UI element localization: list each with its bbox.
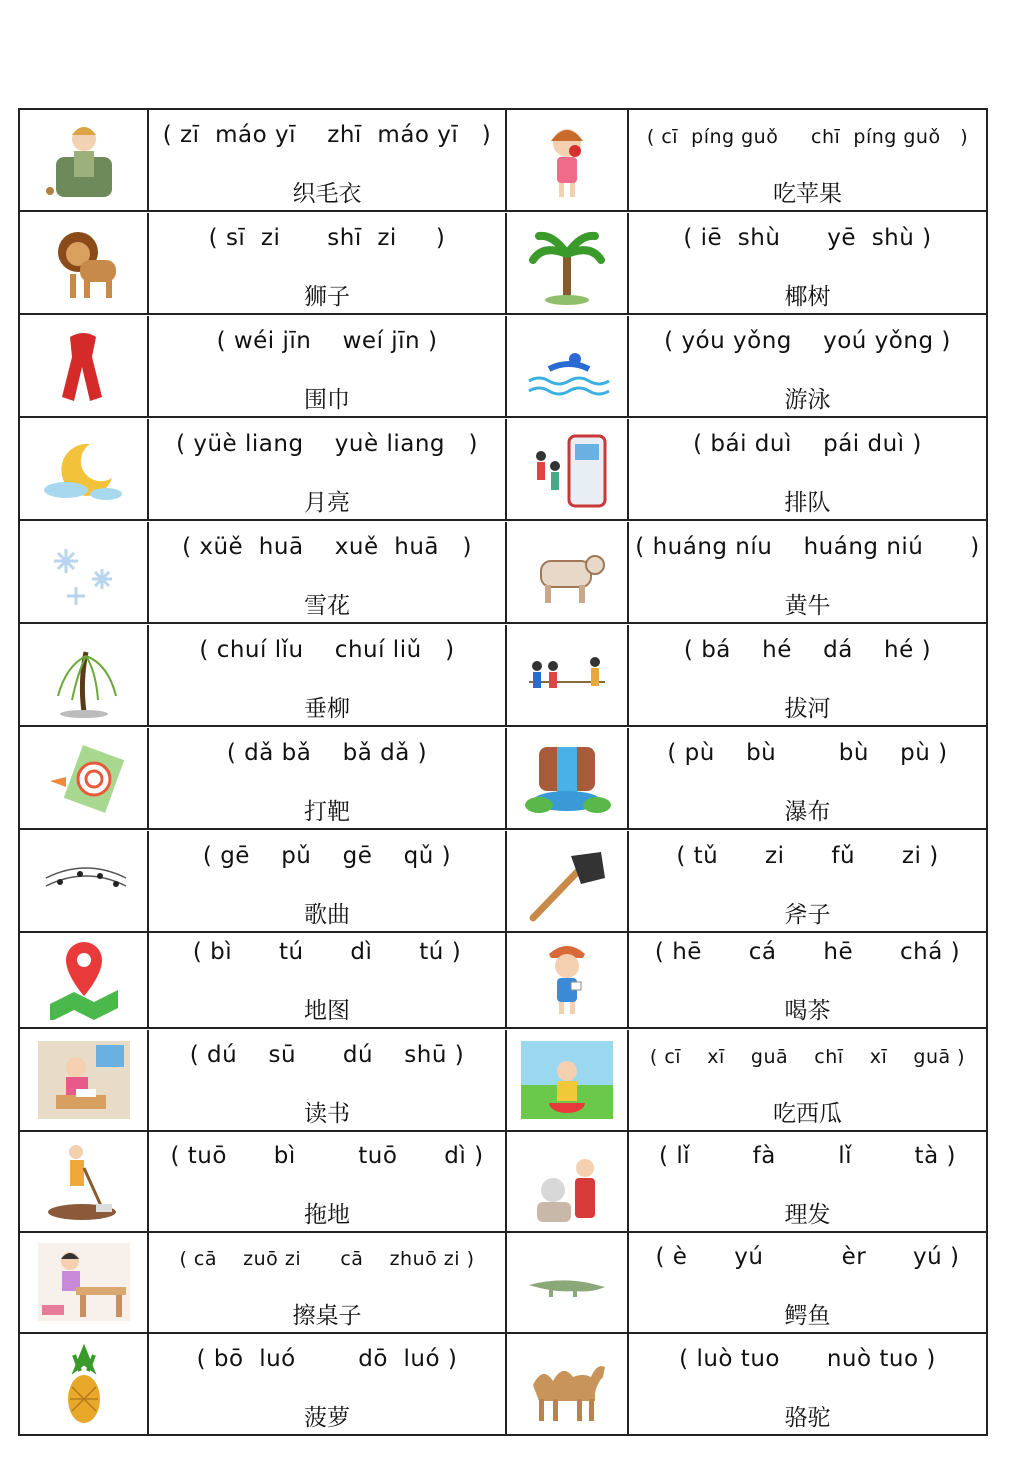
table-row	[20, 1232, 986, 1334]
word-cell	[149, 927, 507, 1027]
picture-cell	[20, 419, 149, 519]
word-cell	[149, 1131, 507, 1231]
queue-train-icon	[519, 426, 615, 512]
picture-cell	[507, 316, 629, 416]
chinese-word: 织毛衣	[292, 181, 362, 207]
word-cell	[629, 728, 986, 828]
pinyin-options[interactable]: ( bì tú dì tú )	[192, 939, 462, 965]
table-row	[20, 419, 986, 521]
table-row	[20, 316, 986, 418]
pinyin-options[interactable]: ( lǐ fà lǐ tà )	[659, 1143, 956, 1169]
pinyin-options[interactable]: ( gē pǔ gē qǔ )	[202, 843, 452, 869]
pinyin-options[interactable]: ( tǔ zi fǔ zi )	[676, 843, 939, 869]
word-cell	[629, 831, 986, 931]
chinese-word: 拔河	[784, 696, 831, 722]
pinyin-options[interactable]: ( sī zi shī zi )	[208, 225, 446, 251]
pinyin-options[interactable]: ( chuí lǐu chuí liǔ )	[199, 637, 455, 663]
table-row	[20, 213, 986, 315]
picture-cell	[20, 110, 149, 210]
pinyin-options[interactable]: ( dú sū dú shū )	[189, 1042, 465, 1068]
picture-cell	[20, 1232, 149, 1332]
picture-cell	[507, 419, 629, 519]
picture-cell	[20, 522, 149, 622]
ox-icon	[519, 529, 615, 615]
swimmer-icon	[519, 323, 615, 409]
pinyin-options[interactable]: ( pù bù bù pù )	[667, 740, 948, 766]
boy-eating-watermelon-icon	[519, 1037, 615, 1123]
coconut-tree-icon	[519, 220, 615, 306]
picture-cell	[20, 831, 149, 931]
picture-cell	[20, 625, 149, 725]
pineapple-icon	[36, 1341, 132, 1427]
music-notes-icon	[36, 838, 132, 924]
picture-cell	[507, 927, 629, 1027]
map-pin-icon	[36, 934, 132, 1020]
chinese-word: 斧子	[784, 902, 831, 928]
chinese-word: 月亮	[304, 490, 350, 516]
girl-wiping-table-icon	[36, 1239, 132, 1325]
word-cell	[149, 831, 507, 931]
scarf-icon	[36, 323, 132, 409]
word-cell	[629, 1232, 986, 1332]
pinyin-options[interactable]: ( zī máo yī zhī máo yī )	[162, 122, 492, 148]
word-cell	[149, 625, 507, 725]
word-cell	[149, 419, 507, 519]
word-cell	[629, 927, 986, 1027]
picture-cell	[507, 625, 629, 725]
chinese-word: 瀑布	[784, 799, 831, 825]
word-cell	[149, 110, 507, 210]
chinese-word: 菠萝	[304, 1405, 350, 1431]
word-cell	[149, 1334, 507, 1434]
dartboard-icon	[36, 735, 132, 821]
pinyin-options[interactable]: ( yóu yǒng yoú yǒng )	[664, 328, 951, 354]
picture-cell	[20, 728, 149, 828]
picture-cell	[20, 316, 149, 416]
pinyin-options[interactable]: ( è yú èr yú )	[655, 1244, 960, 1270]
word-cell	[149, 316, 507, 416]
picture-cell	[20, 1131, 149, 1231]
chinese-word: 地图	[304, 998, 350, 1024]
word-cell	[629, 1131, 986, 1231]
chinese-word: 围巾	[304, 387, 350, 413]
pinyin-options[interactable]: ( xüě huā xuě huā )	[182, 534, 472, 560]
girl-reading-icon	[36, 1037, 132, 1123]
chinese-word: 游泳	[784, 387, 831, 413]
picture-cell	[507, 1334, 629, 1434]
word-cell	[629, 419, 986, 519]
moon-icon	[36, 426, 132, 512]
chinese-word: 拖地	[304, 1202, 350, 1228]
pinyin-options[interactable]: ( hē cá hē chá )	[654, 939, 961, 965]
picture-cell	[20, 1334, 149, 1434]
word-cell	[629, 1030, 986, 1130]
pinyin-options[interactable]: ( tuō bì tuō dì )	[170, 1143, 484, 1169]
chinese-word: 读书	[304, 1101, 350, 1127]
pinyin-options[interactable]: ( cī xī guā chī xī guā )	[649, 1046, 966, 1068]
picture-cell	[20, 1030, 149, 1130]
chinese-word: 骆驼	[784, 1405, 831, 1431]
axe-icon	[519, 838, 615, 924]
lion-icon	[36, 220, 132, 306]
waterfall-icon	[519, 735, 615, 821]
table-row	[20, 522, 986, 624]
chinese-word: 打靶	[304, 799, 350, 825]
table-row	[20, 927, 986, 1029]
word-cell	[629, 1334, 986, 1434]
chinese-word: 擦桌子	[292, 1303, 362, 1329]
word-cell	[629, 522, 986, 622]
snowflake-icon	[36, 529, 132, 615]
chinese-word: 理发	[784, 1202, 831, 1228]
girl-eating-apple-icon	[519, 117, 615, 203]
pinyin-options[interactable]: ( bái duì pái duì )	[693, 431, 922, 457]
chinese-word: 垂柳	[304, 696, 350, 722]
chinese-word: 喝茶	[784, 998, 831, 1024]
pinyin-options[interactable]: ( bō luó dō luó )	[196, 1346, 458, 1372]
picture-cell	[507, 522, 629, 622]
pinyin-options[interactable]: ( iē shù yē shù )	[683, 225, 932, 251]
chinese-word: 排队	[784, 490, 831, 516]
picture-cell	[507, 213, 629, 313]
table-row	[20, 110, 986, 212]
pinyin-options[interactable]: ( cā zuō zi cā zhuō zi )	[179, 1248, 475, 1270]
willow-tree-icon	[36, 632, 132, 718]
word-cell	[149, 728, 507, 828]
table-row	[20, 1131, 986, 1233]
table-row	[20, 625, 986, 727]
word-cell	[629, 213, 986, 313]
pinyin-options[interactable]: ( yüè liang yuè liang )	[176, 431, 478, 457]
word-cell	[629, 110, 986, 210]
picture-cell	[20, 927, 149, 1027]
pinyin-options[interactable]: ( dǎ bǎ bǎ dǎ )	[226, 740, 428, 766]
chinese-word: 椰树	[784, 284, 831, 310]
haircut-icon	[519, 1138, 615, 1224]
pinyin-options[interactable]: ( bá hé dá hé )	[683, 637, 932, 663]
picture-cell	[507, 1232, 629, 1332]
pinyin-options[interactable]: ( huáng níu huáng niú )	[635, 534, 980, 560]
table-row	[20, 1334, 986, 1434]
chinese-word: 鳄鱼	[784, 1303, 831, 1329]
table-row	[20, 728, 986, 830]
chinese-word: 吃苹果	[773, 181, 842, 207]
picture-cell	[507, 831, 629, 931]
picture-cell	[507, 1030, 629, 1130]
chinese-word: 吃西瓜	[773, 1101, 842, 1127]
word-cell	[149, 1232, 507, 1332]
mopping-floor-icon	[36, 1138, 132, 1224]
word-cell	[629, 625, 986, 725]
pinyin-options[interactable]: ( wéi jīn weí jīn )	[216, 328, 438, 354]
chinese-word: 狮子	[304, 284, 350, 310]
picture-cell	[507, 110, 629, 210]
word-cell	[149, 522, 507, 622]
table-row	[20, 831, 986, 933]
chinese-word: 黄牛	[784, 593, 831, 619]
table-row	[20, 1030, 986, 1132]
pinyin-options[interactable]: ( cī píng guǒ chī píng guǒ )	[646, 126, 969, 148]
worksheet-table	[18, 108, 988, 1436]
word-cell	[629, 316, 986, 416]
picture-cell	[507, 1131, 629, 1231]
tug-of-war-icon	[519, 632, 615, 718]
chinese-word: 雪花	[304, 593, 350, 619]
knitting-girl-icon	[36, 117, 132, 203]
picture-cell	[20, 213, 149, 313]
crocodile-icon	[519, 1239, 615, 1325]
picture-cell	[507, 728, 629, 828]
word-cell	[149, 213, 507, 313]
girl-drinking-tea-icon	[519, 934, 615, 1020]
word-cell	[149, 1030, 507, 1130]
pinyin-options[interactable]: ( luò tuo nuò tuo )	[679, 1346, 936, 1372]
chinese-word: 歌曲	[304, 902, 350, 928]
camel-icon	[519, 1341, 615, 1427]
